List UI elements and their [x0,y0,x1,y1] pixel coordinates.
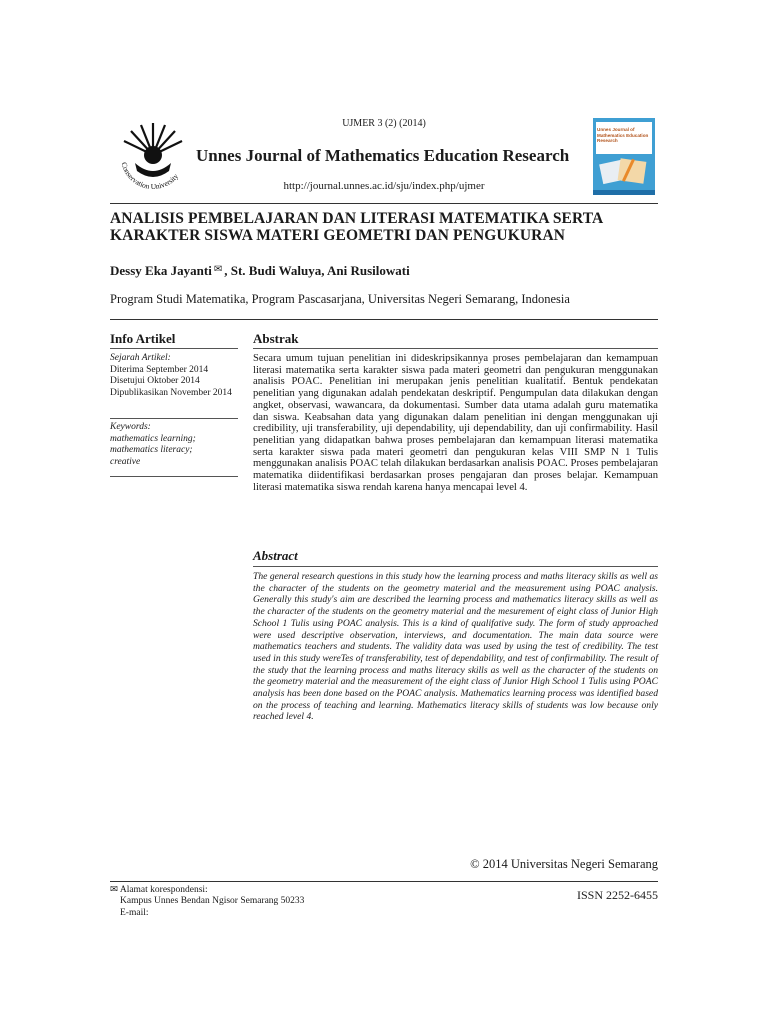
cover-title: Unnes Journal of Mathematics Education Research [597,127,649,144]
article-history [110,353,235,399]
authors [110,263,410,279]
history-label: Sejarah Artikel: [110,353,171,363]
footer-rule [110,881,658,882]
keywords-label: Keywords: [110,422,151,432]
article-title: ANALISIS PEMBELAJARAN DAN LITERASI MATEMATIKA SERTA KARAKTER SISWA MATERI GEOMETRI DAN PENGUKURAN [110,210,603,244]
published-date: Dipublikasikan November 2014 [110,387,232,398]
accepted-date: Disetujui Oktober 2014 [110,376,200,386]
abstrak-heading: Abstrak [253,331,299,346]
copyright: © 2014 Universitas Negeri Semarang [470,857,658,871]
journal-title: Unnes Journal of Mathematics Education Research [196,146,570,165]
svg-text:Conservation University: Conservation University [119,161,181,192]
abstract-rule [253,566,658,567]
keywords-rule [110,418,238,419]
received-date: Diterima September 2014 [110,364,209,375]
keywords: mathematics learning; mathematics literacy; creative [110,433,196,467]
journal-url[interactable]: http://journal.unnes.ac.id/sju/index.php/ujmer [283,180,485,192]
section-rule [110,319,658,320]
abstract-body: The general research questions in this study how the learning process and maths literacy skills as well as the character of the students on the geometry material and the measurement using POAC analysis. Generally this study's aim are described the learning process and mathematics literacy skills as well as the character of the students on the geometry material and the mesurement of eight class of Junior High School 1 Tulis using POAC analysis. This is a kind of qualifative sudy. The form of study approached were used descriptive observation, interviews, and documentation. The main data source were mathematics teachers and students. The validity data was used by using the test of credibility. The test used in this study wereTes of transferability, test of dependability, and test of confirmability. The result of the study that the learning process and maths literacy skills as well as the character of the students on the geometry material and the measurement of the eight class of Junior High School 1 Tulis using POAC analysis has been done based on the POAC analysis. Mathematics learning process was identified based on the process of teaching and learning. Mathematics literacy skills of students was low because only reached level 4. [253,571,658,723]
keywords-block [110,422,210,468]
abstract-heading: Abstract [253,548,298,563]
envelope-icon: ✉ [213,264,223,275]
info-heading: Info Artikel [110,331,176,346]
header-rule [110,203,658,204]
info-end-rule [110,476,238,477]
correspondence-label: Alamat korespondensi: [119,885,208,895]
correspondence-email[interactable]: E-mail: [120,907,149,918]
journal-cover-image [593,118,655,195]
author-rest: , St. Budi Waluya, Ani Rusilowati [224,263,410,278]
info-rule [110,348,238,349]
affiliation: Program Studi Matematika, Program Pascasarjana, Universitas Negeri Semarang, Indonesia [110,292,570,306]
author-first: Dessy Eka Jayanti [110,263,212,278]
abstrak-rule [253,348,658,349]
correspondence-address: Kampus Unnes Bendan Ngisor Semarang 50233 [120,896,305,907]
journal-issue: UJMER 3 (2) (2014) [342,118,426,129]
correspondence [110,885,304,919]
envelope-icon: ✉ [110,885,118,895]
issn: ISSN 2252-6455 [576,888,658,902]
abstrak-body: Secara umum tujuan penelitian ini dideskripsikannya proses pembelajaran dan kemampuan literasi matematika serta karakter siswa pada materi geometri dan pengukuran menggunakan analisis POAC. Penelitian ini merupakan jenis penelitian kualitatif. Bentuk pendekatan penelitian yang digunakan adalah pendekatan deskriptif. Pengumpulan data dilakukan dengan angket, observasi, wawancara, da dokumentasi. Sumber data utama adalah guru matematika dan siswa. Keabsahan data yang digunakan dalam penelitian ini dengan menggunakan uji credibility, uji transferability, uji dependability, uji dependability, dan uji confirmability. Hasil penelitian yang didapatkan bahwa proses pembelajaran dan kemampuan literasi matematika serta karakter siswa pada materi geometri dan pengukuran kelas VIII SMP N 1 Tulis menggunakan analisis POAC telah dilakukan berdasarkan analisis POAC. Proses pembelajaran matematika diidentifikasi berdasarkan proses pengajaran dan proses belajar. Kemampuan literasi matematika siswa rendah karena hanya mencapai level 4. [253,353,658,493]
